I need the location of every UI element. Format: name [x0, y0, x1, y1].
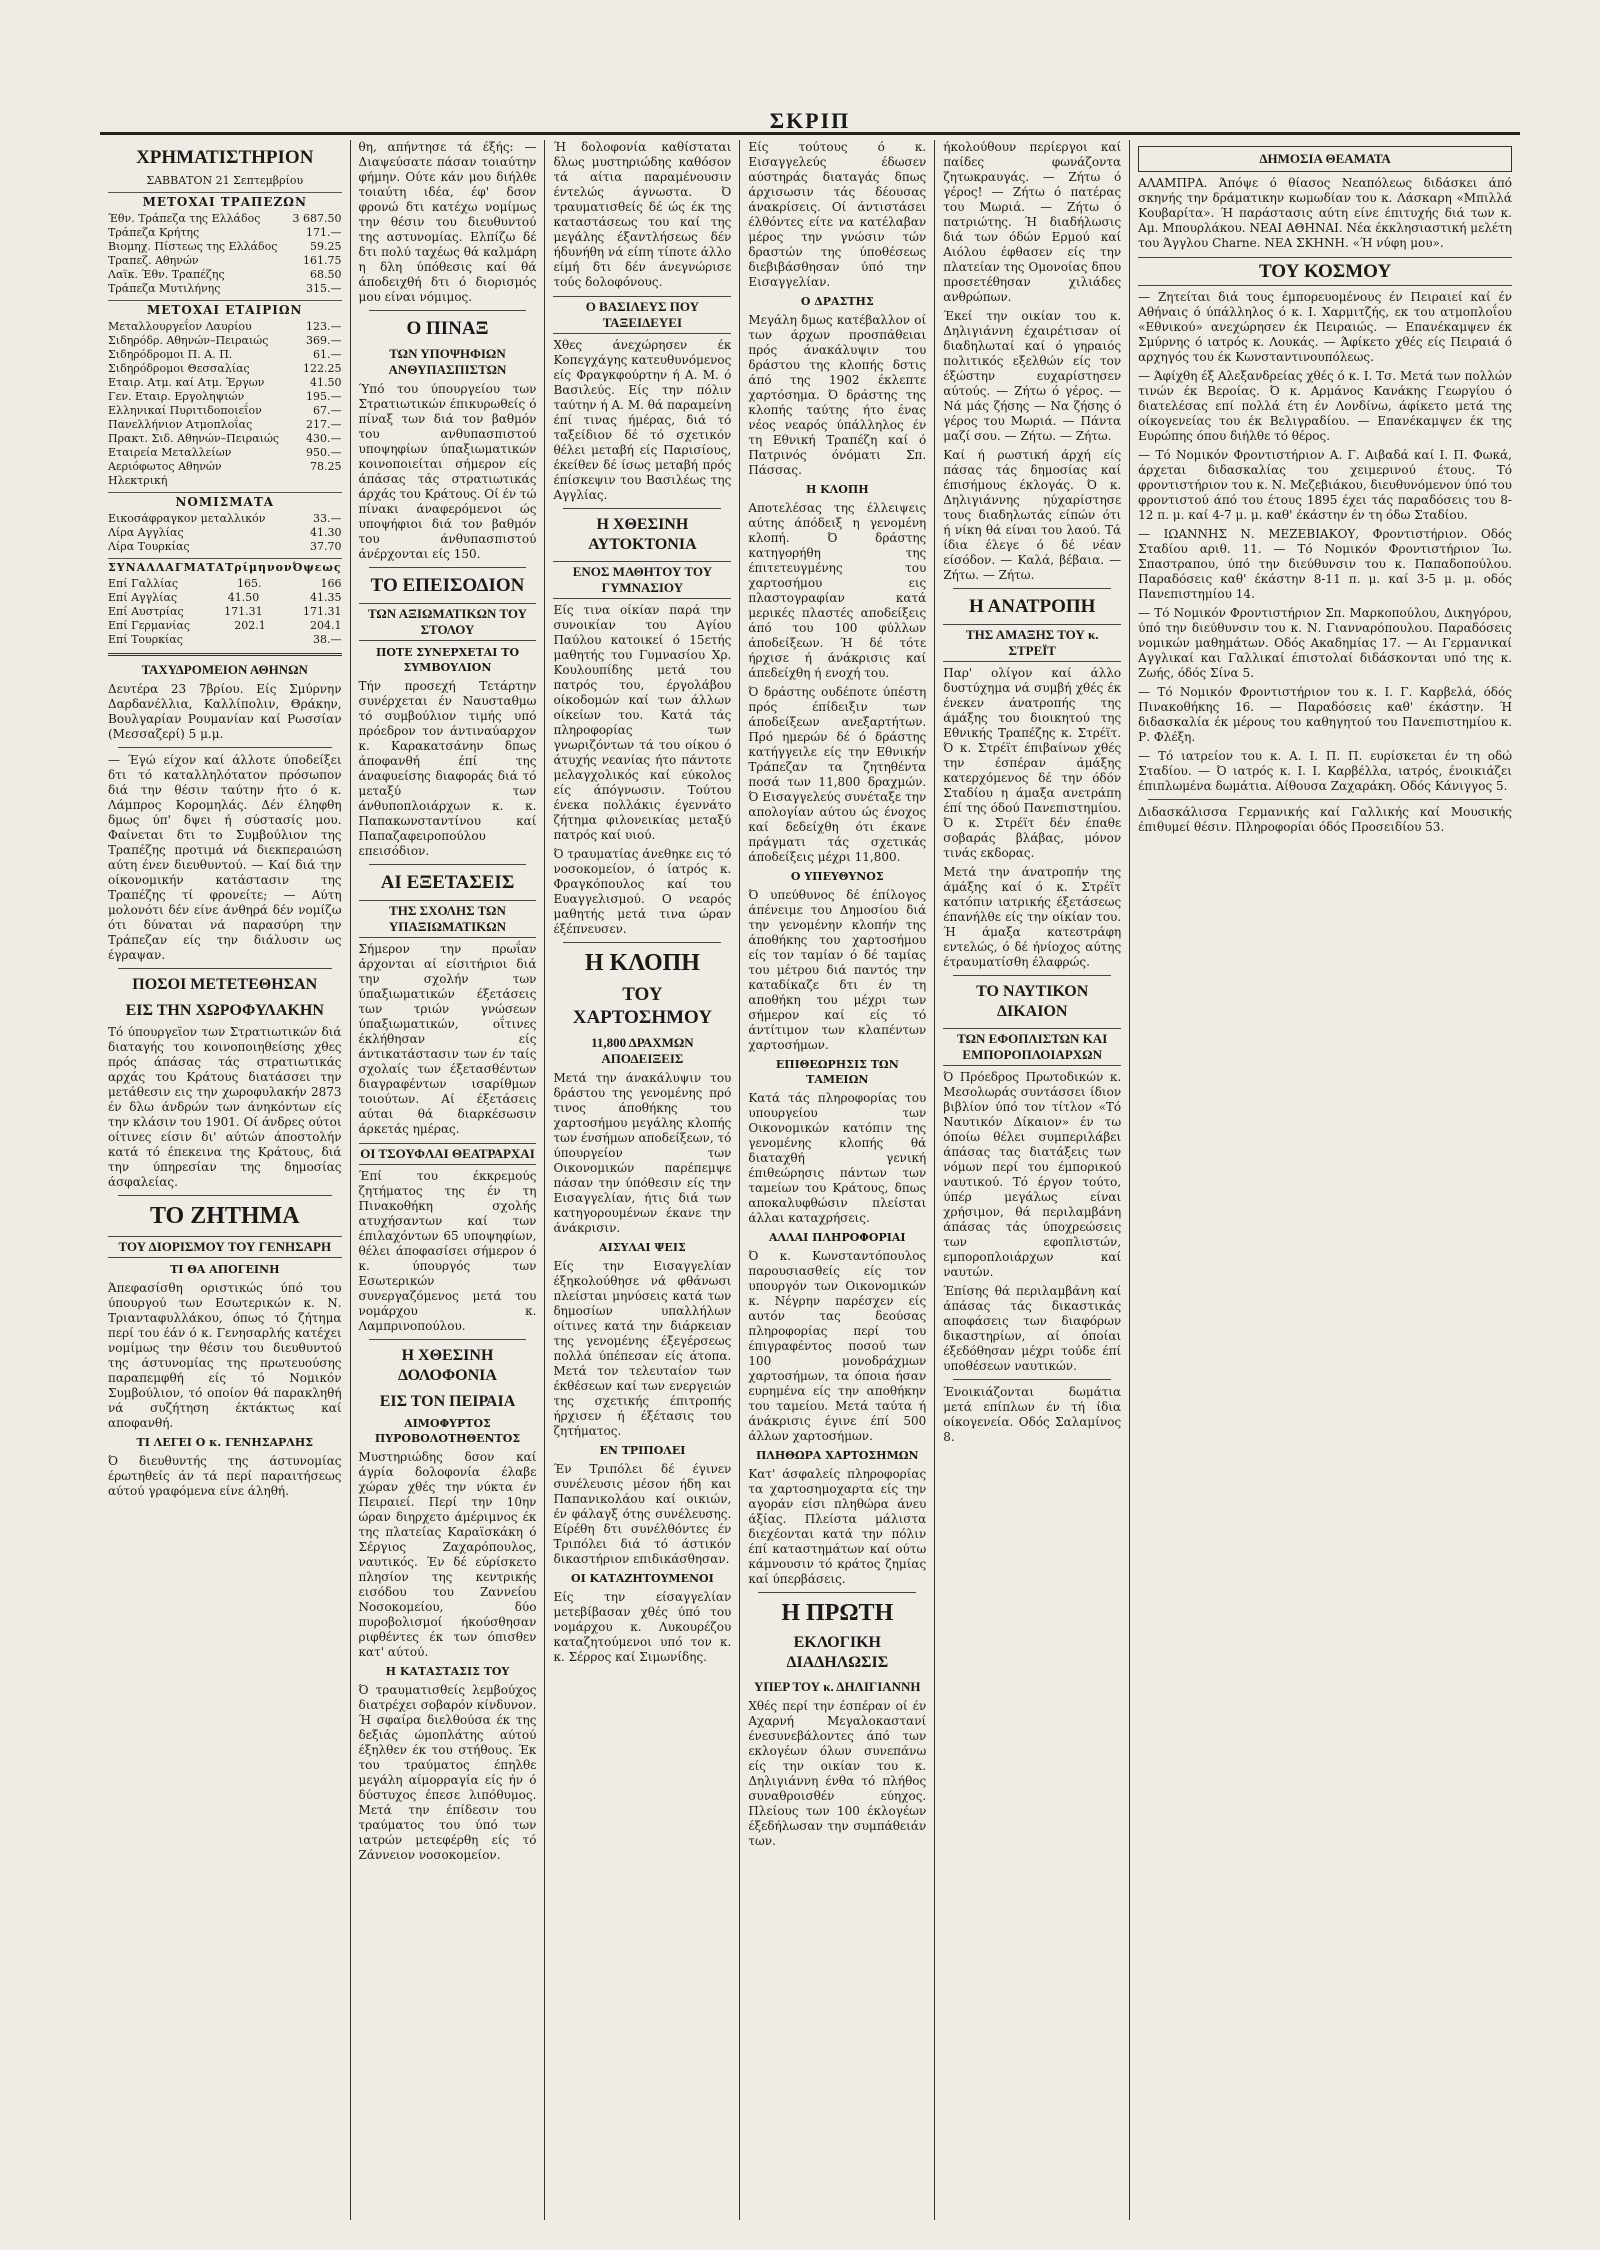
- classified-ad: Διδασκάλισσα Γερμανικής καί Γαλλικής καί Μουσικής έπιθυμεί θέσιν. Πληροφορίαι όδός Προσειδίου 53.: [1138, 805, 1512, 834]
- headline-gendarmes: ΠΟΣΟΙ ΜΕΤΕΤΕΘΗΣΑΝ: [132, 976, 318, 993]
- headline-zitima: ΤΟ ΖΗΤΗΜΑ: [149, 1203, 300, 1229]
- article-text: Αποτελέσας της έλλειψεις αύτης άπόδειξ η γενομένη κλοπή. Ό δράστης κατηγορήθη της έπιτετευγμένης του χαρτοσήμου εις πλαστογραφίαν κατά μερικές πλαστές αποδείξεις άπό του 100 φύλλων άποδείξεων. Ή δέ τότε ήρχισε ή άνάκρισις καί άπεδείχθη ή ενοχή του.: [748, 501, 927, 680]
- article-text: Ή δολοφονία καθίσταται δλως μυστηριώδης καθόσον τά αίτια παραμένουσιν έντελώς άγνωστα. Ό τραυματισθείς δέ ώς έκ της καταστάσεως του καί της μεγάλης έξαντλήσεως δέν ήδυνήθη νά είπη τίποτε άλλο είμή δτι δέν άνεγνώρισε τούς δολοφόνους.: [553, 140, 732, 289]
- row-value: 78.25: [310, 460, 342, 473]
- row-label: Βιομηχ. Πίστεως της Ελλάδος: [108, 240, 278, 253]
- exchange-list: [108, 577, 342, 647]
- headline-dolofonia: Η ΧΘΕΣΙΝΗ ΔΟΛΟΦΟΝΙΑ: [398, 1347, 497, 1384]
- company-shares-heading: ΜΕΤΟΧΑΙ ΕΤΑΙΡΙΩΝ: [108, 300, 342, 318]
- article-text: Κατά τάς πληροφορίας του υπουργείου των Οικονομικών κατόπιν της γενομένης κλοπής θά διαταχθή γενική έπιθεώρησις πάντων των ταμείων του Κράτους, δπως αποκαλυφθώσιν πλείσται άλλαι καταχρήσεις.: [748, 1091, 927, 1225]
- article-text: ήκολούθουν περίεργοι καί παίδες φωνάζοντα ζητωκραυγάς. — Ζήτω ό γέρος! — Ζήτω ό πατέρας του Μωριά. — Ζήτω ό πατριώτης. Ή διαδήλωσις διά των όδών Ερμού καί Αιόλου έφθασεν είς την πλατείαν της Ομονοίας δπου προσετέθησαν χιλιάδες ανθρώπων.: [943, 140, 1122, 304]
- table-row: [108, 226, 342, 240]
- headline-genisarlis: ΤΙ ΛΕΓΕΙ Ο κ. ΓΕΝΗΣΑΡΛΗΣ: [136, 1436, 314, 1449]
- row-value: 41.35: [310, 591, 342, 604]
- divider: [369, 567, 527, 568]
- divider: [758, 1592, 916, 1593]
- article-text: — ΙΩΑΝΝΗΣ Ν. ΜΕΖΕΒΙΑΚΟΥ, Φροντιστήριον. Οδός Σταδίου αριθ. 11. — Τό Νομικόν Φροντιστήριον Ίω. Σπαστραπου, ύπό την διεύθυνσιν του κ. Παπαδοπούλου. Παραδόσεις καθ' έκάστην 8-11 π. μ. καί 3-5 μ. μ. οδός Πανεπιστημίου 14.: [1138, 527, 1512, 601]
- headline-klopi-sub: 11,800 ΔΡΑΧΜΩΝ ΑΠΟΔΕΙΞΕΙΣ: [591, 1035, 694, 1066]
- columns: [100, 140, 1520, 2220]
- divider: [563, 942, 721, 943]
- bank-shares-list: [108, 212, 342, 296]
- headline-klopi: Η ΚΛΟΠΗ: [584, 950, 700, 976]
- row-value: 161.75: [303, 254, 342, 267]
- row-value: 202.1: [234, 619, 266, 632]
- article-text: Είς τούτους ό κ. Εισαγγελεύς έδωσεν αύστηράς διαταγάς δπως άρχισωσιν τάς δέουσας άνακρίσεις. Οί άντιστάσει έλθόντες είτε να κατέλαβαν μέρος την γνώσιν τών δραστών της ύποθέσεως διεβιβάσθησαν ύπό την Εισαγγελίαν.: [748, 140, 927, 289]
- row-value: 41.50: [310, 376, 342, 389]
- article-text: — Άφίχθη έξ Αλεξανδρείας χθές ό κ. Ι. Τσ. Μετά των πολλών τινών έκ Βεροίας. Ό κ. Αρμάνος Κανάκης Γεωργίου ό διατελέσας επί πολλά έτη έν Λονδίνω, άφίκετο μετά της οίκογενείας του έκ Βελιγραδίου. — Επανέκαμψεν έκ της Ευρώπης όπου διήλθε τό θέρος.: [1138, 369, 1512, 443]
- article-text: Ό διευθυντής της άστυνομίας έρωτηθείς άν τά περί παραιτήσεως αύτού γραφόμενα είνε άληθή.: [108, 1454, 342, 1498]
- table-row: [108, 540, 342, 554]
- article-text: Χθες άνεχώρησεν έκ Κοπεγχάγης κατευθυνόμενος είς Φραγκφούρτην ή Α. Μ. ό Βασιλεύς. Είς την πόλιν ταύτην ή Α. Μ. θά παραμείνη έπί τινας ήμέρας, διά τό ταξείδιον δέ τό σχετικόν θέλει μεταβή είς Παρισίους, έκείθεν δέ ίσως μεταβή πρός έπίσκεψιν του Βασιλέως της Αγγλίας.: [553, 338, 732, 502]
- row-value: 37.70: [310, 540, 342, 553]
- exchange-col-b: Όψεως: [292, 561, 342, 574]
- divider: [953, 588, 1111, 589]
- table-row: [108, 633, 342, 647]
- table-row: [108, 404, 342, 418]
- headline-autoktonia: Η ΧΘΕΣΙΝΗ ΑΥΤΟΚΤΟΝΙΑ: [588, 516, 697, 553]
- headline-pinax-sub: ΤΩΝ ΥΠΟΨΗΦΙΩΝ ΑΝΘΥΠΑΣΠΙΣΤΩΝ: [388, 346, 507, 377]
- row-label: Λίρα Αγγλίας: [108, 526, 184, 539]
- table-row: [108, 418, 342, 432]
- row-label: Ηλεκτρική: [108, 474, 168, 487]
- headline-exetaseis-sub: ΤΗΣ ΣΧΟΛΗΣ ΤΩΝ ΥΠΑΞΙΩΜΑΤΙΚΩΝ: [359, 900, 537, 938]
- column-1: [100, 140, 351, 2220]
- masthead-rule: [100, 132, 1520, 135]
- table-row: [108, 362, 342, 376]
- headline-zitima-sub: ΤΟΥ ΔΙΟΡΙΣΜΟΥ ΤΟΥ ΓΕΝΗΣΑΡΗ: [108, 1236, 342, 1258]
- column-3: [545, 140, 740, 2220]
- article-text: Καί ή ρωστική άρχή είς πάσας τάς δημοσίας καί έπισήμους έκλογάς. Ό κ. Δηλιγιάννης ηύχαρίστησε τους διαδηλωτάς είπών ότι ή νίκη θά είναι του λαού. Τά ίδια έλεγε ό δέ νέαν είσόδον. — Καλά, βέβαια. — Ζήτω. — Ζήτω.: [943, 448, 1122, 582]
- article-text: ΑΛΑΜΠΡΑ. Άπόψε ό θίασος Νεαπόλεως διδάσκει άπό σκηνής την δράματικην κωμωδίαν του κ. Λάσκαρη «Μπιλλά Κουβαρίτα». Ή παράστασις αύτη είνε έπιτυχής διά των κ. Αμ. Μπουρλάκου. ΝΕΑΙ ΑΘΗΝΑΙ. Νέα έκκλησιαστική μελέτη του Άγγλου Charne. ΝΕΑ ΣΚΗΝΗ. «Ή νύφη μου».: [1138, 176, 1512, 250]
- table-row: [108, 432, 342, 446]
- row-label: Γεν. Εταιρ. Εργοληψιών: [108, 390, 245, 403]
- article-text: Τήν προσεχή Τετάρτην συνέρχεται έν Ναυσταθμω τό συμβούλιον τιμής υπό πρόεδρον τον άντιναύαρχον κ. Καρακατσάνην δπως άποφανθή έπί της άναφυείσης διαφοράς διά τό μεταξύ των άνθυποπλοιάρχων κ. κ. Παπακωνσταντίνου καί Παπαζαφειροπούλου επεισόδιον.: [358, 679, 537, 858]
- table-row: [108, 591, 342, 605]
- row-value: 41.50: [227, 591, 260, 604]
- company-shares-list: [108, 320, 342, 488]
- table-row: [108, 605, 342, 619]
- article-text: Ό τραυματίας άνεθηκε εις τό νοσοκομείον, ό ίατρός κ. Φραγκόπουλος καί του Ευαγγελισμού. Ο νεαρός μαθητής μετά τινα ώραν έξέπνευσεν.: [553, 847, 732, 936]
- row-value: 171.—: [306, 226, 342, 239]
- headline-ypeuthynos: Ο ΥΠΕΥΘΥΝΟΣ: [790, 870, 884, 883]
- divider: [1148, 799, 1502, 800]
- row-label: Έθν. Τράπεζα της Ελλάδος: [108, 212, 261, 225]
- headline-pinax: Ο ΠΙΝΑΞ: [406, 318, 489, 339]
- headline-nautikon: ΤΟ ΝΑΥΤΙΚΟΝ ΔΙΚΑΙΟΝ: [976, 983, 1089, 1020]
- article-text: Τό ύπουργεϊον των Στρατιωτικών διά διαταγής του κοινοποιηθείσης χθες πρός άπάσας τάς στρατιωτικάς αρχάς του Κράτους διατάσσει την μετάθεσιν εις την χωροφυλακήν 2873 έν δλω άνδρών των άνηκόντων είς την κλάσιν του 1901. Οί άνδρες ούτοι οίτινες είσιν δι' αύτών άποστολήν κατά τό έπεκεινα της Κράτους, διά την ύπηρεσίαν της δημοσίας άσφαλείας.: [108, 1025, 342, 1189]
- headline-proti-2: ΕΚΛΟΓΙΚΗ ΔΙΑΔΗΛΩΣΙΣ: [786, 1634, 889, 1671]
- table-row: [108, 376, 342, 390]
- row-value: 123.—: [306, 320, 342, 333]
- row-value: 315.—: [306, 282, 342, 295]
- article-text: Μεγάλη δμως κατέβαλλον οί των άρχων προσπάθειαι πρός άνακάλυψιν του δράστου της κλοπής δστις άπό της 1902 έκλεπτε χαρτόσημα. Ό δράστης της κλοπής ταύτης ήτο ένας νέος νεαρός ύπάλληλος έν τη Εθνική Τραπέζη καί ό Πατρινός όνόματι Σπ. Πάσσας.: [748, 313, 927, 477]
- post-office-title: ΤΑΧΥΔΡΟΜΕΙΟΝ ΑΘΗΝΩΝ: [141, 662, 308, 677]
- article-text: Άπεφασίσθη οριστικώς ύπό του ύπουργού των Εσωτερικών κ. Ν. Τριανταφυλλάκου, όπως τό ζήτημα περί του έάν ό κ. Γενησαρλής κατέχει νομίμως την θέσιν του διευθυντού της άστυνομίας της πρωτευούσης παραπεμφθή είς τό Νομικόν Συμβούλιον, τό οποίον θά παρακληθή νά συζήτηση έκτάκτως καί αποφανθή.: [108, 1281, 342, 1430]
- article-text: Ό υπεύθυνος δέ έπίλογος άπένειμε του Δημοσίου διά την γενομένην κλοπήν της άποθήκης του χαρτοσήμου είς τον ταμίαν ό δέ ταμίας του μέτρου διά παντός την καταδίκαζε δτι έν τη αποθήκη του μέχρι των σήμερον καί είς τό άντίτιμον των κλαπέντων χαρτοσήμων.: [748, 888, 927, 1052]
- headline-kosmou: ΤΟΥ ΚΟΣΜΟΥ: [1138, 257, 1512, 286]
- article-text: Ό τραυματισθείς λεμβούχος διατρέχει σοβαρόν κίνδυνον. Ή σφαίρα διελθούσα έκ της δεξιάς ώμοπλάτης αύτού έξηλθεν έκ του στήθους. Έκ του τραύματος έπηλθε μεγάλη αίμορραγία είς ήν ό δύστυχος έπεσε λιπόθυμος. Μετά την έπίδεσιν του τραύματος του ύπό των ιατρών μετεφέρθη είς τό Ζάννειον νοσοκομείον.: [358, 1683, 537, 1862]
- table-row: [108, 526, 342, 540]
- row-value: 59.25: [310, 240, 342, 253]
- row-value: 3 687.50: [292, 212, 342, 225]
- row-label: Τράπεζα Μυτιλήνης: [108, 282, 221, 295]
- headline-proti: Η ΠΡΩΤΗ: [781, 1600, 894, 1626]
- row-value: 195.—: [306, 390, 342, 403]
- row-value: 67.—: [313, 404, 342, 417]
- row-label: Σιδηρόδρομοι Θεσσαλίας: [108, 362, 250, 375]
- headline-nautikon-sub: ΤΩΝ ΕΦΟΠΛΙΣΤΩΝ ΚΑΙ ΕΜΠΟΡΟΠΛΟΙΑΡΧΩΝ: [943, 1028, 1121, 1066]
- row-label: Επί Αυστρίας: [108, 605, 184, 618]
- table-row: [108, 390, 342, 404]
- row-label: Σιδηρόδρομοι Π. Α. Π.: [108, 348, 233, 361]
- table-row: [108, 348, 342, 362]
- column-6: [1130, 140, 1520, 2220]
- row-label: Επί Αγγλίας: [108, 591, 178, 604]
- row-label: Μεταλλουργεΐον Λαυρίου: [108, 320, 252, 333]
- table-row: [108, 212, 342, 226]
- row-value: 41.30: [310, 526, 342, 539]
- divider: [118, 747, 332, 748]
- article-text: Χθές περί την έσπέραν οί έν Αχαρνή Μεγαλοκαστανί ένεσυνεβάλοντες άπό των εκλογέων όλων συνεπάνω είς την οικίαν του κ. Δηλιγιάννη ένθα τό πλήθος συναθροισθέν εύηχος. Πλείους των 100 έκλογέων έξεδήλωσαν την συμπάθειάν των.: [748, 1699, 927, 1848]
- post-office-text: Δευτέρα 23 7βρίου. Είς Σμύρνην Δαρδανέλλια, Καλλίπολιν, Θράκην, Βουλγαρίαν Ρουμανίαν καί Ρωσσίαν (Μεσσαζερί) 5 μ.μ.: [108, 682, 342, 741]
- coins-heading: ΝΟΜΙΣΜΑΤΑ: [108, 492, 342, 510]
- row-value: 166: [320, 577, 342, 590]
- row-value: 204.1: [310, 619, 342, 632]
- headline-katazitoumenoi: ΟΙ ΚΑΤΑΖΗΤΟΥΜΕΝΟΙ: [571, 1572, 714, 1585]
- divider: [563, 508, 721, 509]
- table-row: [108, 474, 342, 488]
- row-label: Πρακτ. Σιδ. Αθηνών–Πειραιώς: [108, 432, 280, 445]
- row-value: 61.—: [313, 348, 342, 361]
- column-2: [351, 140, 546, 2220]
- divider: [953, 975, 1111, 976]
- article-text: Έπί του έκκρεμούς ζητήματος της έν τη Πινακοθήκη σχολής ατυχήσαντων καί των έπιλαχόντων 65 υποψηφίων, θέλει άποφασίσει σήμερον ό κ. ύπουργός των Εσωτερικών συνεργαζόμενος μετά του νομάρχου κ. Λαμπρινοπούλου.: [358, 1169, 537, 1333]
- classified-ad: Ένοικιάζονται δωμάτια μετά επίπλων έν τή ίδια οίκογενεία. Οδός Σαλαμίνος 8.: [943, 1385, 1122, 1444]
- table-row: [108, 240, 342, 254]
- row-label: Ελληνικαί Πυριτιδοποιεΐον: [108, 404, 262, 417]
- row-value: 122.25: [303, 362, 342, 375]
- headline-exetaseis: ΑΙ ΕΞΕΤΑΣΕΙΣ: [380, 872, 515, 893]
- row-label: Εικοσάφραγκον μεταλλικόν: [108, 512, 266, 525]
- article-text: Μετά την άνατροπήν της άμάξης καί ό κ. Στρέϊτ κατόπιν ιατρικής έξετάσεως έπανήλθε είς την οίκίαν του. Ή άμαξα κατεστράφη εντελώς, ό δέ ήνίοχος αύτης έτραυματίσθη έλαφρώς.: [943, 865, 1122, 969]
- article-text: Έκεί την οικίαν του κ. Δηλιγιάννη έχαιρέτισαν οί διαδηλωταί καί ό γηραιός πολιτικός εξελθών είς τον έξώστην ευχαρίστησεν αύτούς. — Ζήτω ό γέρος. — Νά μάς ζήσης — Να ζήσης ό γέρος του Μωριά. — Πάντα μαζί σου. — Ζήτω. — Ζήτω.: [943, 309, 1122, 443]
- row-value: 33.—: [313, 512, 342, 525]
- row-label: Λαϊκ. Έθν. Τραπέζης: [108, 268, 225, 281]
- headline-theamata: ΔΗΜΟΣΙΑ ΘΕΑΜΑΤΑ: [1138, 146, 1512, 172]
- article-text: Ό Πρόεδρος Πρωτοδικών κ. Μεσολωράς συντάσσει ίδιον βιβλίον ύπό τον τίτλον «Τό Ναυτικόν Δίκαιον» έν τω όποίω θέλει συμπεριλάβει άπάσας τας διατάξεις των νόμων περί του έμπορικού ναυτικού. Τό έργον τούτο, ύπέρ μεγάλως είναι χρήσιμον, θά περιλαμβάνη άπάσας τάς ύποχρεώσεις των εφοπλιστών, εμποροπλοιάρχων καί ναυτών.: [943, 1070, 1122, 1279]
- headline-gendarmes-2: ΕΙΣ ΤΗΝ ΧΩΡΟΦΥΛΑΚΗΝ: [125, 1002, 324, 1019]
- divider: [118, 968, 332, 969]
- article-text: Είς τινα οίκίαν παρά την συνοικίαν του Αγίου Παύλου κατοικεί ό 15ετής μαθητής του Γυμνασίου Χρ. Κουλουπίδης μετά του πατρός του, έργολάβου οίκοδομών καί των άλλων οίκείων του. Κατά τάς πληροφορίας των γνωριζόντων τά του οίκου ό άτυχής νεανίας ήτο πάντοτε μελαγχολικός καί εύκολος είς άπόγνωσιν. Τούτου ένεκα πολλάκις έγεννάτο ζήτημα φιλονεικίας μεταξύ πατρός καί υιού.: [553, 603, 732, 842]
- table-row: [108, 282, 342, 296]
- article-text: Παρ' ολίγον καί άλλο δυστύχημα νά συμβή χθές έκ ένεκεν άνατροπής της άμάξης του διοικητού της Εθνικής Τραπέζης κ. Στρέϊτ. Ό κ. Στρέϊτ έπιβαίνων χθές την έσπέραν άμάξης κατερχόμενος δέ την όδόν Σταδίου η άμαξα ανετράπη έπί της όδού Πανεπιστημίου. Ό κ. Στρέϊτ δέν έπαθε σοβαράς βλάβας, μόνον τινάς εκδορας.: [943, 666, 1122, 860]
- table-row: [108, 460, 342, 474]
- headline-klopi-sub: Η ΚΛΟΠΗ: [805, 483, 869, 496]
- divider: [369, 1339, 527, 1340]
- article-text: — Ζητείται διά τους έμπορευομένους έν Πειραιεί καί έν Αθήναις ό ύπάλληλος ό κ. Ι. Χαρμιτζής, εκ του ατμοπλοΐου «Εθνικού» ανεχώρησεν έκ Πειραιώς. — Επανέκαμψεν έκ Σμύρνης ό ιατρός κ. Λουκάς. — Άφίκετο χθές είς Πειραιά ό αρχηγός του έκ Κωνσταντινουπόλεως.: [1138, 290, 1512, 364]
- row-label: Πανελλήνιον Ατμοπλοΐας: [108, 418, 253, 431]
- headline-dolofonia-2: ΕΙΣ ΤΟΝ ΠΕΙΡΑΙΑ: [379, 1393, 516, 1410]
- exchange-title: ΣΥΝΑΛΛΑΓΜΑΤΑ: [108, 561, 226, 574]
- article-text: Είς την Εισαγγελίαν έξηκολούθησε νά φθάνωσι πλείσται μηνύσεις κατά των δημοσίων υπαλλήλων οίτινες κατά την διάρκειαν της γενομένης έξεγέρσεως πολλά ύπέπεσαν είς άτοπα. Μετά τον τελευταίον των έκθέσεων καί των ενεργειών της σχετικής έπιτροπής ήρχισεν ή έξέτασις του ζητήματος.: [553, 1259, 732, 1438]
- row-value: 369.—: [306, 334, 342, 347]
- table-row: [108, 268, 342, 282]
- row-label: Επί Γαλλίας: [108, 577, 178, 590]
- row-value: 430.—: [306, 432, 342, 445]
- headline-epeisodion: ΤΟ ΕΠΕΙΣΟΔΙΟΝ: [370, 575, 525, 596]
- article-text: — Τό Νομικόν Φροντιστήριον Α. Γ. Αιβαδά καί Ι. Π. Φωκά, άρχεται διδασκαλίας του χειμερινού έτους. Τό φροντιστήριον του κ. Ν. Μεζεβιάκου, διευθυνόμενον ύπό του φροντιστού άπό του έτους 1895 έχει τάς παραδόσεις του 8-12 π. μ. καί 4-7 μ. μ. καθ' έκάστην έν τη όδω Σταδίου.: [1138, 448, 1512, 522]
- article-text: — Τό Νομικόν Φροντιστήριον Σπ. Μαρκοπούλου, Δικηγόρου, ύπό την διεύθυνσιν του κ. Ν. Γιανναρόπουλου. Παραδόσεις νομικών μαθημάτων. Οδός Ακαδημίας 17. — Αι Γερμανικαί Αγγλικαί και Γαλλικαί έπιστολαί διδάσκονται υπό της κ. Ζωής, όδός Σίνα 5.: [1138, 606, 1512, 680]
- table-row: [108, 577, 342, 591]
- table-row: [108, 320, 342, 334]
- headline-plethora: ΠΛΗΘΩΡΑ ΧΑΡΤΟΣΗΜΩΝ: [755, 1449, 919, 1462]
- divider: [953, 1379, 1111, 1380]
- coins-list: [108, 512, 342, 554]
- table-row: [108, 446, 342, 460]
- article-text: Ό κ. Κωνσταντόπουλος παρουσιασθείς είς τον υπουργόν των Οικονομικών κ. Νέγρην παρέσχεν είς αυτόν τας δεούσας πληροφορίας περί του έπιγραφέντος ποσού των 100 μονοδράχμων χαρτοσήμων, τα όποια ήσαν ευρημένα είς την αποθήκην του ταμείου. Μετά ταύτα ή άνάκρισις έγινε έπί 500 άλλων χαρτοσήμων.: [748, 1249, 927, 1443]
- table-row: [108, 512, 342, 526]
- headline-epeisodion-sub2: ΠΟΤΕ ΣΥΝΕΡΧΕΤΑΙ ΤΟ ΣΥΜΒΟΥΛΙΟΝ: [375, 646, 520, 674]
- row-label: Εταιρεία Μεταλλείων: [108, 446, 232, 459]
- row-label: Επί Γερμανίας: [108, 619, 191, 632]
- column-4: [740, 140, 935, 2220]
- headline-epitheorisis: ΕΠΙΘΕΩΡΗΣΙΣ ΤΩΝ ΤΑΜΕΙΩΝ: [775, 1058, 899, 1086]
- headline-dolofonia-sub: ΑΙΜΟΦΥΡΤΟΣ ΠΥΡΟΒΟΛΟΤΗΘΕΝΤΟΣ: [374, 1417, 521, 1445]
- table-row: [108, 619, 342, 633]
- article-text: Ύπό του ύπουργείου των Στρατιωτικών έπικυρωθείς ό πίναξ των διά τον βαθμόν του ανθυπασπιστού υποψηφίων ύπαξιωματικών κοινοποιείται σήμερον είς άπάσας τάς στρατιωτικάς άρχάς του Κράτους. Οί έν τώ πίνακι άναφερόμενοι ώς υποψήφιοι διά τον βαθμόν του άνθυπασπιστού άνέρχονται είς 150.: [358, 382, 537, 561]
- column-5: [935, 140, 1130, 2220]
- row-label: Επί Τουρκίας: [108, 633, 183, 646]
- headline-vasilefs: Ο ΒΑΣΙΛΕΥΣ ΠΟΥ ΤΑΞΕΙΔΕΥΕΙ: [553, 296, 731, 334]
- masthead: ΣΚΡΙΠ: [769, 108, 851, 133]
- article-text: — Τό ιατρείον του κ. Α. Ι. Π. Π. ευρίσκεται έν τη οδώ Σταδίου. — Ό ιατρός κ. Ι. Ι. Καρβέλλα, ιατρός, ένοικιάζει έπιπλωμένα δωμάτια. Αίθουσα Ζαχαράκη. Οδός Κάνιγγος 5.: [1138, 749, 1512, 793]
- row-value: 950.—: [306, 446, 342, 459]
- table-row: [108, 334, 342, 348]
- article-text: Είς την είσαγγελίαν μετεβίβασαν χθές ύπό του νομάρχου κ. Λυκουρέζου καταζητούμενοι υπό τον κ. κ. Σέρρος καί Σιμωνίδης.: [553, 1590, 732, 1664]
- headline-anatropi-sub: ΤΗΣ ΑΜΑΞΗΣ ΤΟΥ κ. ΣΤΡΕΪΤ: [943, 624, 1121, 662]
- headline-katastasis: Η ΚΑΤΑΣΤΑΣΙΣ ΤΟΥ: [385, 1665, 510, 1678]
- headline-tripoli: ΕΝ ΤΡΙΠΟΛΕΙ: [599, 1444, 686, 1457]
- exchange-col-a: Τρίμηνον: [225, 561, 293, 574]
- row-label: Λίρα Τουρκίας: [108, 540, 190, 553]
- headline-klopi-2: ΤΟΥ ΧΑΡΤΟΣΗΜΟΥ: [572, 984, 713, 1028]
- headline-epeisodion-sub: ΤΩΝ ΑΞΙΩΜΑΤΙΚΩΝ ΤΟΥ ΣΤΟΛΟΥ: [359, 603, 537, 641]
- article-text: — Τό Νομικόν Φροντιστήριον του κ. Ι. Γ. Καρβελά, όδός Πινακοθήκης 16. — Παραδόσεις καθ' έκάστην. Ή διδασκαλία έκ μέρους του καθηγητού του Πανεπιστημίου κ. Ρ. Φλέξη.: [1138, 685, 1512, 744]
- article-text: Μετά την άνακάλυψιν του δράστου της γενομένης πρό τινος άποθήκης του χαρτοσήμου μεγάλης κλοπής των ένσήμων αποδείξεων, τό ύπουργείον των Οικονομικών παρέπεμψε πάσαν την ύπόθεσιν είς την Εισαγγελίαν, ήτις διά των κατηγορουμένων έκανε την άνάκρισιν.: [553, 1071, 732, 1235]
- headline-drastis: Ο ΔΡΑΣΤΗΣ: [800, 295, 874, 308]
- stock-exchange-date: ΣΑΒΒΑΤΟΝ 21 Σεπτεμβρίου: [146, 174, 304, 187]
- article-text: Κατ' άσφαλείς πληροφορίας τα χαρτοσημοχαρτα είς την αγοράν είσι πληθώρα άνευ άξίας. Πλείστα μάλιστα διεχέονται κατά την πόλιν έπί καταστημάτων καί ούτω κάμνουσιν τό κράτος ζημίας καί ύπερβάσεις.: [748, 1467, 927, 1586]
- stock-exchange-title: ΧΡΗΜΑΤΙΣΤΗΡΙΟΝ: [136, 147, 314, 168]
- row-label: Αεριόφωτος Αθηνών: [108, 460, 222, 473]
- headline-zitima-sub2: ΤΙ ΘΑ ΑΠΟΓΕΙΝΗ: [170, 1263, 280, 1276]
- row-label: Εταιρ. Ατμ. καί Ατμ. Έργων: [108, 376, 265, 389]
- table-row: [108, 254, 342, 268]
- headline-anatropi: Η ΑΝΑΤΡΟΠΗ: [969, 596, 1096, 617]
- row-label: Σιδηρόδρ. Αθηνών–Πειραιώς: [108, 334, 269, 347]
- row-label: Τράπεζα Κρήτης: [108, 226, 200, 239]
- article-text: Έν Τριπόλει δέ έγινεν συνέλευσις μέσον ήδη και Παπανικολάου καί οικιών, έν φάλαγξ ότης συνέλευσης. Είρέθη δτι συνέλθόντες έν Τριπόλει διά τό άστικόν δικαστήριον επιδικάσθησαν.: [553, 1462, 732, 1566]
- row-value: 68.50: [310, 268, 342, 281]
- row-value: 217.—: [306, 418, 342, 431]
- headline-allai: ΑΛΛΑΙ ΠΛΗΡΟΦΟΡΙΑΙ: [769, 1231, 906, 1244]
- headline-aisyl: ΑΙΣΥΛΑΙ ΨΕΙΣ: [599, 1241, 686, 1254]
- row-value: 165.: [237, 577, 262, 590]
- headline-autoktonia-sub: ΕΝΟΣ ΜΑΘΗΤΟΥ ΤΟΥ ΓΥΜΝΑΣΙΟΥ: [553, 561, 731, 599]
- article-text: — Έγώ είχον καί άλλοτε ύποδείξει δτι τό καταλληλότατον πρόσωπον διά την θέσιν ταύτην ήτο ό κ. Λάμπρος Κορομηλάς. Δέν έληφθη δμως ύπ' δψει ή σύστασίς μου. Φαίνεται δτι το Συμβούλιον της Τραπέζης προτιμά νά διεκπεραιώση αύτη ένεν διευθυντού. — Καί διά την οίκονομικήν κατάστασιν της Τραπέζης τί φρονείτε; — Αύτη μολονότι δέν είνε άνθηρά δέν νομίζω ότι δύναται νά παρασύρη την Τράπεζαν είς την διάλυσιν ως έγραψαν.: [108, 753, 342, 962]
- divider: [118, 1195, 332, 1196]
- row-label: Τραπεζ. Αθηνών: [108, 254, 199, 267]
- headline-theatres: ΟΙ ΤΣΟΥΦΛΑΙ ΘΕΑΤΡΑΡΧΑΙ: [359, 1143, 537, 1165]
- article-text: θη, απήντησε τά έξής: — Διαψεύσατε πάσαν τοιαύτην φήμην. Ούτε κάν μου διήλθε τοιαύτη ιδέα, έφ' δσον φρονώ δτι κατέχω νομίμως την θέσιν του διευθυντού της αστυνομίας. Ελπίζω δέ δτι πολύ ταχέως θά καλμάρη η δλη ύπόθεσις καί θά άποδειχθή δτι ό διορισμός μου είναι νόμιμος.: [358, 140, 537, 304]
- article-text: Ό δράστης ουδέποτε ύπέστη πρός έπίδειξιν των άποδείξεων ανεξαρτήτων. Πρό ημερών δέ ό δράστης κατήγγειλε είς την Εθνικήν Τράπεζαν τα ζητηθέντα ποσά των 11,800 δραχμών. Ό Εισαγγελεύς συνέταξε την απολογίαν αύτου ώς ένοχος καί δεδείχθη ότι έκανε πράγματι τάς σχετικάς άποδείξεις μέχρι 11,800.: [748, 685, 927, 864]
- exchange-heading: [108, 558, 342, 575]
- divider: [108, 653, 342, 656]
- divider: [369, 864, 527, 865]
- bank-shares-heading: ΜΕΤΟΧΑΙ ΤΡΑΠΕΖΩΝ: [108, 192, 342, 210]
- row-value: 171.31: [224, 605, 263, 618]
- divider: [369, 310, 527, 311]
- article-text: Έπίσης θά περιλαμβάνη καί άπάσας τάς δικαστικάς αποφάσεις των διαφόρων δικαστηρίων, αί όποίαι έξεδόθησαν μέχρι τούδε έπί υποθέσεων ναυτικών.: [943, 1284, 1122, 1373]
- article-text: Μυστηριώδης δσον καί άγρία δολοφονία έλαβε χώραν χθές την νύκτα έν Πειραιεί. Περί την 10ην ώραν διηρχετο άμέριμνος έκ της πλατείας Καραϊσκάκη ό Σέργιος Ζαχαρόπουλος, ναυτικός. Έν δέ εύρίσκετο πλησίον της κεντρικής εισόδου του Ζαννείου Νοσοκομείου, δύο πυροβολισμοί ήκούσθησαν ριφθέντες έκ των όπισθεν κατ' αύτού.: [358, 1450, 537, 1659]
- row-value: 38.—: [313, 633, 342, 646]
- article-text: Σήμερον την πρωΐαν άρχονται αί είσιτήριοι διά την σχολήν των ύπαξιωματικών έξετάσεις των τριών γνώσεων ύπαξιωματικών, οΐτινες έκλήθησαν είς άντικατάστασιν των έν ταίς σχολαίς των έξετασθέντων διαγραφέντων ισαρίθμων τοιούτων. Αί έξετάσεις αύται θά διαρκέσωσιν άρκετάς ημέρας.: [358, 942, 537, 1136]
- row-value: 171.31: [303, 605, 342, 618]
- headline-proti-sub: ΥΠΕΡ ΤΟΥ κ. ΔΗΛΙΓΙΑΝΝΗ: [754, 1679, 921, 1694]
